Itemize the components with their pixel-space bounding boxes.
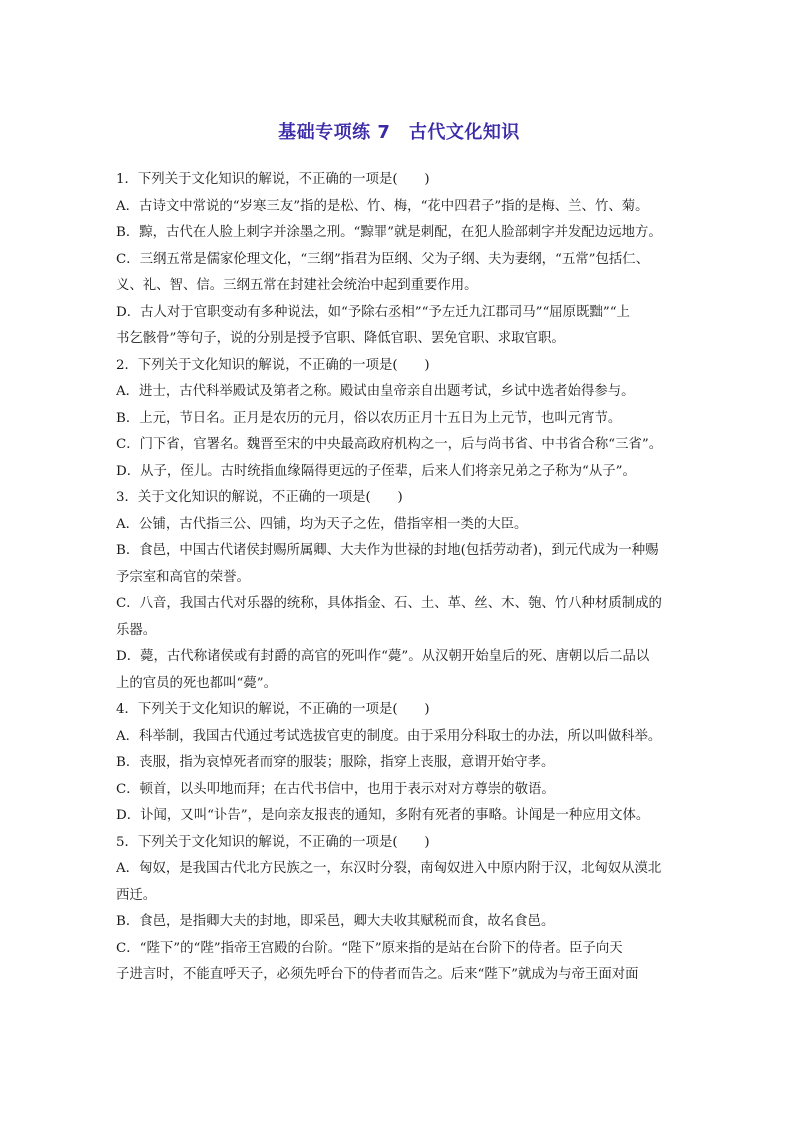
text-line: A．古诗文中常说的“岁寒三友”指的是松、竹、梅，“花中四君子”指的是梅、兰、竹、菊。 bbox=[116, 198, 649, 214]
text-line: 1．下列关于文化知识的解说，不正确的一项是( ) bbox=[116, 172, 430, 187]
document-body bbox=[116, 167, 682, 989]
text-line: B．黥，古代在人脸上刺字并涂墨之刑。“黥罪”就是刺配，在犯人脸部刺字并发配边远地方。 bbox=[116, 225, 662, 240]
text-line: 2．下列关于文化知识的解说，不正确的一项是( ) bbox=[116, 357, 430, 373]
text-line: 乐器。 bbox=[116, 622, 157, 638]
text-line: 书乞骸骨”等句子，说的分别是授予官职、降低官职、罢免官职、求取官职。 bbox=[116, 331, 565, 346]
text-line: B．食邑，中国古代诸侯封赐所属卿、大夫作为世禄的封地(包括劳动者)，到元代成为一种赐 bbox=[116, 543, 659, 558]
text-line: 3．关于文化知识的解说，不正确的一项是( ) bbox=[116, 490, 403, 505]
text-line: 5．下列关于文化知识的解说，不正确的一项是( ) bbox=[116, 834, 430, 850]
text-line: C．顿首，以头叩地而拜；在古代书信中，也用于表示对对方尊崇的敬语。 bbox=[116, 781, 555, 797]
page-title: 基础专项练 7 古代文化知识 bbox=[278, 122, 520, 143]
text-line: A．匈奴，是我国古代北方民族之一，东汉时分裂，南匈奴进入中原内附于汉，北匈奴从漠北 bbox=[116, 861, 662, 876]
text-line: 子进言时，不能直呼天子，必须先呼台下的侍者而告之。后来“陛下”就成为与帝王面对面 bbox=[116, 967, 639, 982]
text-line: B．丧服，指为哀悼死者而穿的服装；服除，指穿上丧服，意谓开始守孝。 bbox=[116, 755, 555, 770]
text-line: 义、礼、智、信。三纲五常在封建社会统治中起到重要作用。 bbox=[116, 278, 478, 293]
text-line: D．讣闻，又叫“讣告”，是向亲友报丧的通知，多附有死者的事略。讣闻是一种应用文体。 bbox=[116, 808, 650, 823]
text-line: C．三纲五常是儒家伦理文化，“三纲”指君为臣纲、父为子纲、夫为妻纲，“五常”包括仁、 bbox=[116, 251, 650, 267]
text-line: C．八音，我国古代对乐器的统称，具体指金、石、土、革、丝、木、匏、竹八种材质制成的 bbox=[116, 596, 662, 611]
text-line: A．科举制，我国古代通过考试选拔官吏的制度。由于采用分科取士的办法，所以叫做科举。 bbox=[116, 728, 662, 744]
text-line: C．“陛下”的“陛”指帝王宫殿的台阶。“陛下”原来指的是站在台阶下的侍者。臣子向天 bbox=[116, 940, 623, 956]
text-line: 上的官员的死也都叫“薨”。 bbox=[116, 675, 277, 691]
text-line: 西迁。 bbox=[116, 887, 157, 903]
text-line: A．公铺，古代指三公、四铺，均为天子之佐，借指宰相一类的大臣。 bbox=[116, 516, 528, 532]
text-line: D．从子，侄儿。古时统指血缘隔得更远的子侄辈，后来人们将亲兄弟之子称为“从子”。 bbox=[116, 463, 636, 479]
text-line: D．古人对于官职变动有多种说法，如“予除右丞相”“予左迁九江郡司马”“屈原既黜”“上 bbox=[116, 304, 630, 320]
text-line: 4．下列关于文化知识的解说，不正确的一项是( ) bbox=[116, 702, 430, 717]
text-line: 予宗室和高官的荣誉。 bbox=[116, 569, 250, 585]
text-line: B．上元，节日名。正月是农历的元月，俗以农历正月十五日为上元节，也叫元宵节。 bbox=[116, 410, 622, 426]
text-line: B．食邑，是指卿大夫的封地，即采邑，卿大夫收其赋税而食，故名食邑。 bbox=[116, 914, 555, 929]
text-line: D．薨，古代称诸侯或有封爵的高官的死叫作“薨”。从汉朝开始皇后的死、唐朝以后二品以 bbox=[116, 649, 650, 664]
text-line: A．进士，古代科举殿试及第者之称。殿试由皇帝亲自出题考试，乡试中选者始得参与。 bbox=[116, 384, 635, 399]
document-page bbox=[116, 118, 682, 989]
text-line: C．门下省，官署名。魏晋至宋的中央最高政府机构之一，后与尚书省、中书省合称“三省”。 bbox=[116, 437, 663, 452]
